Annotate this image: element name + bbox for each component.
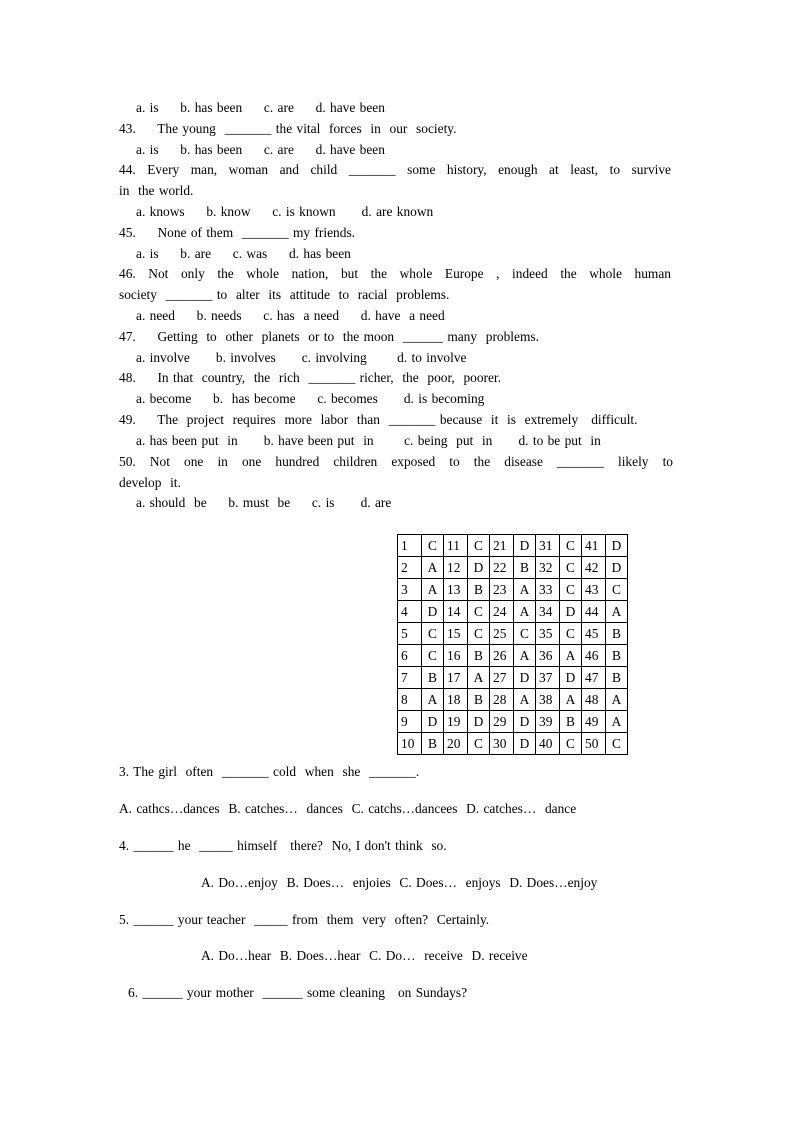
question-number-cell: 43 bbox=[582, 579, 606, 601]
question-number-cell: 2 bbox=[398, 557, 422, 579]
question-number-cell: 32 bbox=[536, 557, 560, 579]
answer-letter-cell: C bbox=[468, 601, 490, 623]
question-number-cell: 18 bbox=[444, 689, 468, 711]
question-number-cell: 40 bbox=[536, 733, 560, 755]
answer-letter-cell: C bbox=[422, 535, 444, 557]
q47-stem: 47. Getting to other planets or to the moon ______ many problems. bbox=[119, 329, 539, 344]
answer-key-row bbox=[398, 711, 628, 733]
answer-letter-cell: B bbox=[422, 667, 444, 689]
answer-key-body bbox=[398, 535, 628, 755]
question-number-cell: 1 bbox=[398, 535, 422, 557]
answer-letter-cell: A bbox=[422, 557, 444, 579]
answer-letter-cell: C bbox=[468, 623, 490, 645]
q5-stem: 5. ______ your teacher _____ from them very often? Certainly. bbox=[119, 912, 490, 927]
q4-options: A. Do…enjoy B. Does… enjoies C. Does… enjoys D. Does…enjoy bbox=[201, 875, 598, 890]
question-number-cell: 13 bbox=[444, 579, 468, 601]
answer-letter-cell: D bbox=[422, 711, 444, 733]
q42-options: a. is b. has been c. are d. have been bbox=[136, 100, 385, 115]
answer-letter-cell: B bbox=[606, 623, 628, 645]
question-number-cell: 38 bbox=[536, 689, 560, 711]
answer-key-row bbox=[398, 623, 628, 645]
q3-options: A. cathcs…dances B. catches… dances C. catchs…dancees D. catches… dance bbox=[119, 801, 577, 816]
answer-letter-cell: B bbox=[606, 667, 628, 689]
question-number-cell: 7 bbox=[398, 667, 422, 689]
question-number-cell: 12 bbox=[444, 557, 468, 579]
answer-letter-cell: A bbox=[514, 645, 536, 667]
question-number-cell: 42 bbox=[582, 557, 606, 579]
question-number-cell: 41 bbox=[582, 535, 606, 557]
question-number-cell: 39 bbox=[536, 711, 560, 733]
answer-letter-cell: D bbox=[606, 557, 628, 579]
question-number-cell: 50 bbox=[582, 733, 606, 755]
question-number-cell: 6 bbox=[398, 645, 422, 667]
answer-key-row bbox=[398, 557, 628, 579]
q49-options: a. has been put in b. have been put in c. being put in d. to be put in bbox=[136, 433, 601, 448]
question-number-cell: 35 bbox=[536, 623, 560, 645]
q6-stem: 6. ______ your mother ______ some cleaning on Sundays? bbox=[128, 985, 468, 1000]
answer-letter-cell: D bbox=[514, 667, 536, 689]
question-number-cell: 48 bbox=[582, 689, 606, 711]
question-number-cell: 8 bbox=[398, 689, 422, 711]
question-number-cell: 24 bbox=[490, 601, 514, 623]
question-number-cell: 21 bbox=[490, 535, 514, 557]
answer-letter-cell: A bbox=[560, 645, 582, 667]
q50-stem: 50. Not one in one hundred children exposed to the disease _______ likely to bbox=[119, 454, 673, 469]
answer-letter-cell: C bbox=[606, 579, 628, 601]
answer-letter-cell: A bbox=[468, 667, 490, 689]
q5-options: A. Do…hear B. Does…hear C. Do… receive D. receive bbox=[201, 948, 528, 963]
answer-key-row bbox=[398, 601, 628, 623]
answer-letter-cell: B bbox=[606, 645, 628, 667]
question-number-cell: 14 bbox=[444, 601, 468, 623]
q3-stem: 3. The girl often _______ cold when she _______. bbox=[119, 764, 420, 779]
question-number-cell: 10 bbox=[398, 733, 422, 755]
question-number-cell: 29 bbox=[490, 711, 514, 733]
answer-letter-cell: D bbox=[560, 667, 582, 689]
answer-letter-cell: C bbox=[560, 535, 582, 557]
question-number-cell: 23 bbox=[490, 579, 514, 601]
answer-letter-cell: D bbox=[468, 557, 490, 579]
q50-stem-cont: develop it. bbox=[119, 475, 181, 490]
answer-letter-cell: B bbox=[468, 645, 490, 667]
q48-stem: 48. In that country, the rich _______ richer, the poor, poorer. bbox=[119, 370, 502, 385]
answer-key-row bbox=[398, 535, 628, 557]
question-number-cell: 49 bbox=[582, 711, 606, 733]
q47-options: a. involve b. involves c. involving d. to involve bbox=[136, 350, 467, 365]
answer-letter-cell: A bbox=[514, 601, 536, 623]
q45-stem: 45. None of them _______ my friends. bbox=[119, 225, 356, 240]
q45-options: a. is b. are c. was d. has been bbox=[136, 246, 351, 261]
question-number-cell: 11 bbox=[444, 535, 468, 557]
question-number-cell: 19 bbox=[444, 711, 468, 733]
q43-stem: 43. The young _______ the vital forces in our society. bbox=[119, 121, 457, 136]
q46-stem-cont: society _______ to alter its attitude to racial problems. bbox=[119, 287, 450, 302]
question-number-cell: 45 bbox=[582, 623, 606, 645]
answer-letter-cell: C bbox=[468, 733, 490, 755]
question-number-cell: 34 bbox=[536, 601, 560, 623]
answer-letter-cell: D bbox=[514, 711, 536, 733]
question-number-cell: 25 bbox=[490, 623, 514, 645]
question-number-cell: 37 bbox=[536, 667, 560, 689]
question-number-cell: 5 bbox=[398, 623, 422, 645]
q4-stem: 4. ______ he _____ himself there? No, I don't think so. bbox=[119, 838, 447, 853]
question-number-cell: 16 bbox=[444, 645, 468, 667]
question-number-cell: 22 bbox=[490, 557, 514, 579]
q44-options: a. knows b. know c. is known d. are known bbox=[136, 204, 434, 219]
answer-letter-cell: C bbox=[422, 623, 444, 645]
answer-letter-cell: D bbox=[514, 733, 536, 755]
question-number-cell: 31 bbox=[536, 535, 560, 557]
question-number-cell: 27 bbox=[490, 667, 514, 689]
question-number-cell: 44 bbox=[582, 601, 606, 623]
answer-letter-cell: A bbox=[514, 579, 536, 601]
question-number-cell: 20 bbox=[444, 733, 468, 755]
answer-letter-cell: B bbox=[422, 733, 444, 755]
q44-stem: 44. Every man, woman and child _______ some history, enough at least, to survive bbox=[119, 162, 671, 177]
answer-letter-cell: D bbox=[514, 535, 536, 557]
answer-letter-cell: C bbox=[560, 623, 582, 645]
answer-letter-cell: C bbox=[560, 579, 582, 601]
question-number-cell: 30 bbox=[490, 733, 514, 755]
answer-letter-cell: A bbox=[560, 689, 582, 711]
answer-letter-cell: B bbox=[468, 579, 490, 601]
answer-letter-cell: B bbox=[468, 689, 490, 711]
question-number-cell: 3 bbox=[398, 579, 422, 601]
answer-letter-cell: A bbox=[422, 579, 444, 601]
answer-letter-cell: B bbox=[560, 711, 582, 733]
question-number-cell: 36 bbox=[536, 645, 560, 667]
answer-key-row bbox=[398, 645, 628, 667]
question-number-cell: 17 bbox=[444, 667, 468, 689]
answer-letter-cell: D bbox=[606, 535, 628, 557]
question-number-cell: 4 bbox=[398, 601, 422, 623]
answer-letter-cell: D bbox=[560, 601, 582, 623]
question-number-cell: 9 bbox=[398, 711, 422, 733]
question-number-cell: 26 bbox=[490, 645, 514, 667]
answer-letter-cell: A bbox=[606, 711, 628, 733]
answer-key-row bbox=[398, 689, 628, 711]
answer-key-table bbox=[397, 534, 628, 755]
q44-stem-cont: in the world. bbox=[119, 183, 194, 198]
question-number-cell: 28 bbox=[490, 689, 514, 711]
answer-key-row bbox=[398, 667, 628, 689]
question-number-cell: 46 bbox=[582, 645, 606, 667]
answer-key-row bbox=[398, 733, 628, 755]
answer-letter-cell: B bbox=[514, 557, 536, 579]
q43-options: a. is b. has been c. are d. have been bbox=[136, 142, 385, 157]
answer-letter-cell: C bbox=[468, 535, 490, 557]
question-number-cell: 33 bbox=[536, 579, 560, 601]
answer-letter-cell: C bbox=[422, 645, 444, 667]
answer-letter-cell: A bbox=[606, 601, 628, 623]
q50-options: a. should be b. must be c. is d. are bbox=[136, 495, 392, 510]
q48-options: a. become b. has become c. becomes d. is becoming bbox=[136, 391, 485, 406]
answer-letter-cell: A bbox=[606, 689, 628, 711]
answer-letter-cell: C bbox=[606, 733, 628, 755]
answer-letter-cell: C bbox=[514, 623, 536, 645]
q49-stem: 49. The project requires more labor than _______ because it is extremely difficult. bbox=[119, 412, 638, 427]
question-number-cell: 15 bbox=[444, 623, 468, 645]
question-number-cell: 47 bbox=[582, 667, 606, 689]
answer-key-row bbox=[398, 579, 628, 601]
q46-options: a. need b. needs c. has a need d. have a need bbox=[136, 308, 445, 323]
q46-stem: 46. Not only the whole nation, but the whole Europe , indeed the whole human bbox=[119, 266, 671, 281]
answer-letter-cell: D bbox=[468, 711, 490, 733]
answer-letter-cell: A bbox=[514, 689, 536, 711]
answer-letter-cell: C bbox=[560, 733, 582, 755]
answer-letter-cell: A bbox=[422, 689, 444, 711]
answer-letter-cell: C bbox=[560, 557, 582, 579]
answer-letter-cell: D bbox=[422, 601, 444, 623]
